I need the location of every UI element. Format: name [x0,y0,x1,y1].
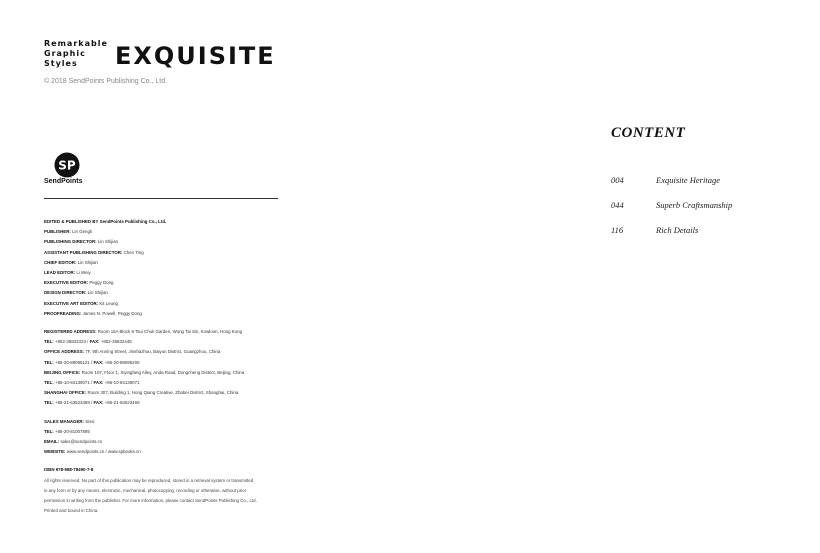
title-subtitle-stack [44,39,108,69]
publisher-logo [44,152,114,192]
book-title: EXQUISITE [115,42,276,70]
sales-row: EMAIL: sales@sendpoints.cn [44,439,103,445]
toc-page-number: 004 [611,175,624,185]
toc-chapter-title: Rich Details [656,225,699,235]
right-page [410,0,820,553]
address-row: TEL: +86-21-63523469 / FAX: +86-21-63523469 [44,400,140,406]
toc-page-number: 044 [611,200,624,210]
address-row: REGISTERED ADDRESS: Room 15A Block 8 Tsui Chuk Garden, Wong Tai Sin, Kowloon, Hong Kong [44,329,243,335]
address-row: BEIJING OFFICE: Room 107, Floor 1, Xiyingfang Alley, Anda Road, Dongcheng District, Beijing, China [44,369,245,375]
toc-page-number: 116 [611,225,624,235]
legal-line: Printed and bound in China. [44,508,99,514]
legal-line: in any form or by any means, electronic, mechanical, photocopying, recording or otherwise, without prior [44,487,247,493]
credit-row: PUBLISHER: Lin Gengli [44,229,92,235]
legal-line: permission in writing from the publisher. For more information, please contact SendPoints Publishing Co., Ltd. [44,498,257,504]
sales-row: SALES MANAGER: Sissi [44,418,95,424]
address-row: TEL: +86-10-84139071 / FAX: +86-10-84139071 [44,380,140,386]
credit-row: PROOFREADING: James N. Powell, Peggy Dong [44,310,142,316]
copyright-line: © 2018 SendPoints Publishing Co., Ltd. [44,78,168,85]
credit-row: PUBLISHING DIRECTOR: Lin Shijian [44,239,119,245]
legal-line: All rights reserved. No part of this publication may be reproduced, stored in a retrieval system or transmitted [44,477,254,483]
credit-row: EXECUTIVE ART EDITOR: Kit Leung [44,300,118,306]
address-row: SHANGHAI OFFICE: Room 307, Building 1, Hong Qiang Creative, Zhabei District, Shanghai, China [44,390,239,396]
credit-row: EXECUTIVE EDITOR: Peggy Dong [44,280,114,286]
address-row: TEL: +86-20-89095121 / FAX: +86-20-89095206 [44,359,140,365]
title-line-graphic: Graphic [44,49,86,58]
credit-row: LEAD EDITOR: Li Weiy [44,270,91,276]
address-row: OFFICE ADDRESS: 7F, 9th Anning Street, Jinshazhou, Baiyun District, Guangzhou, China [44,349,221,355]
address-row: TEL: +852-35832323 / FAX: +852-35832448 [44,339,132,345]
title-line-styles: Styles [44,59,78,68]
sales-row: WEBSITE: www.sendpoints.cn / www.spbooks.cn [44,449,141,455]
toc-chapter-title: Superb Craftsmanship [656,200,733,210]
credits-block [44,217,284,516]
isbn-line: ISBN 978-988-78490-7-8 [44,467,94,473]
toc-chapter-title: Exquisite Heritage [656,175,720,185]
credit-row: CHIEF EDITOR: Lin Shijian [44,259,98,265]
sales-row: TEL: +86-20-81007895 [44,428,90,434]
title-line-remarkable: Remarkable [44,39,108,48]
logo-mark-text: SP [58,158,76,173]
sendpoints-logo-icon [54,152,80,178]
divider-line [44,198,278,199]
logo-wordmark: SendPoints [44,178,83,185]
credit-row: DESIGN DIRECTOR: Lin Shijian [44,290,108,296]
credit-row: EDITED & PUBLISHED BY SendPoints Publishing Co., Ltd. [44,219,167,224]
contents-heading: CONTENT [611,125,686,141]
credit-row: ASSISTANT PUBLISHING DIRECTOR: Chen Ting [44,249,144,255]
